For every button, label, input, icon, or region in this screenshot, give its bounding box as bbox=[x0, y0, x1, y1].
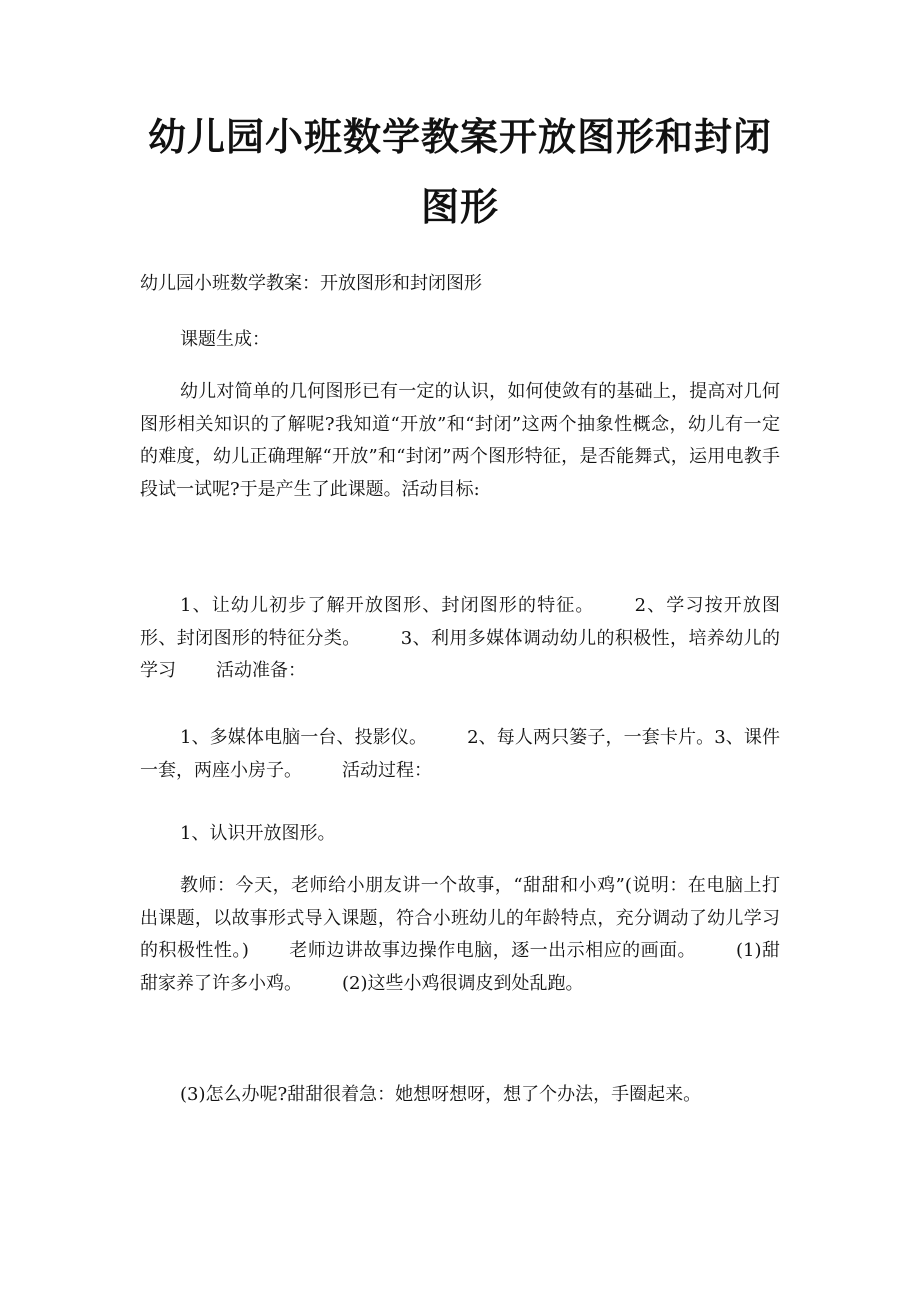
prep-item-3: 3、课件一套，两座小房子。 bbox=[140, 727, 781, 781]
prep-paragraph bbox=[140, 722, 780, 787]
goal-item-2: 2、学习按开放图形、封闭图形的特征分类。 bbox=[140, 595, 781, 649]
process-heading: 活动过程： bbox=[342, 759, 432, 781]
prep-item-1: 1、多媒体电脑一台、投影仪。 bbox=[180, 727, 428, 748]
story-line-3: (3)怎么办呢?甜甜很着急：她想呀想呀，想了个办法，手圈起来。 bbox=[180, 1084, 702, 1105]
section-origin-heading: 课题生成： bbox=[180, 329, 270, 350]
teacher-action: 老师边讲故事边操作电脑，逐一出示相应的画面。 bbox=[288, 940, 697, 961]
document-title: 幼儿园小班数学教案开放图形和封闭图形 bbox=[147, 114, 772, 229]
goal-item-3: 3、利用多媒体调动幼儿的积极性，培养幼儿的学习 bbox=[140, 627, 781, 681]
step-1-heading: 1、认识开放图形。 bbox=[180, 823, 336, 844]
story-line-2: (2)这些小鸡很调皮到处乱跑。 bbox=[342, 972, 584, 994]
story-line-1: (1)甜甜家养了许多小鸡。 bbox=[140, 940, 780, 994]
prep-heading: 活动准备： bbox=[216, 660, 306, 681]
document-subtitle: 幼儿园小班数学教案：开放图形和封闭图形 bbox=[140, 273, 482, 294]
origin-paragraph: 幼儿对简单的几何图形已有一定的认识，如何使敛有的基础上，提高对几何图形相关知识的了解呢?我知道“开放”和“封闭”这两个抽象性概念，幼儿有一定的难度，幼儿正确理解“开放”和“封闭”两个图形特征，是否能舞式，运用电教手段试一试呢?于是产生了此课题。活动目标: bbox=[140, 381, 780, 500]
teacher-paragraph bbox=[140, 870, 780, 1000]
teacher-intro: 教师：今天，老师给小朋友讲一个故事，“甜甜和小鸡”(说明：在电脑上打出课题，以故事形式导入课题，符合小班幼儿的年龄特点，充分调动了幼儿学习的积极性性。) bbox=[140, 875, 780, 961]
goals-paragraph bbox=[140, 590, 780, 688]
goal-item-1: 1、让幼儿初步了解开放图形、封闭图形的特征。 bbox=[180, 595, 595, 616]
prep-item-2: 2、每人两只篓子，一套卡片。 bbox=[467, 727, 715, 748]
